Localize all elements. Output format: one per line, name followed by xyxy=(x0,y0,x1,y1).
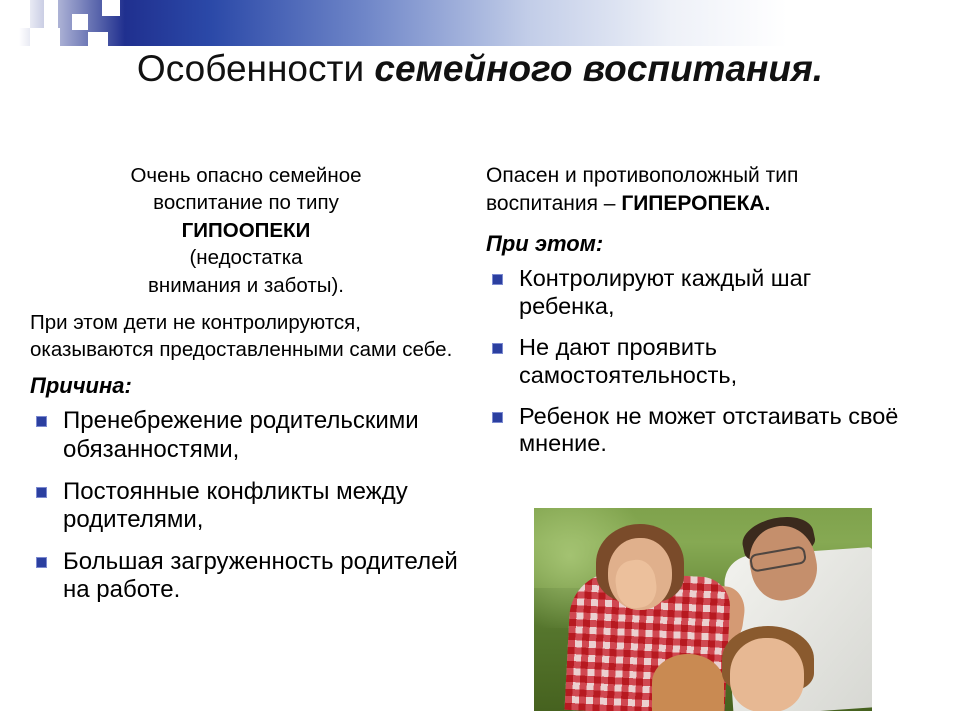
right-intro xyxy=(486,162,906,219)
left-heading: Причина: xyxy=(30,373,132,399)
list-item-label: Ребенок не может отстаивать своё мнение. xyxy=(519,402,899,457)
deco-square xyxy=(30,28,60,46)
list-item xyxy=(30,478,462,535)
deco-square xyxy=(102,0,120,16)
bullet-square-icon xyxy=(492,412,503,423)
list-item xyxy=(30,407,462,464)
decorative-header-band xyxy=(0,0,960,46)
list-item xyxy=(486,403,906,459)
left-intro-line-2: воспитание по типу xyxy=(153,191,339,215)
list-item-label: Постоянные конфликты между родителями, xyxy=(63,477,408,534)
right-bullet-list xyxy=(486,265,906,459)
left-intro-block xyxy=(30,162,462,299)
list-item-label: Пренебрежение родительскими обязанностями, xyxy=(63,407,419,463)
deco-square xyxy=(0,0,30,14)
right-intro-term: ГИПЕРОПЕКА. xyxy=(621,192,771,216)
bullet-square-icon xyxy=(492,343,503,354)
list-item xyxy=(30,548,462,605)
gradient-band xyxy=(0,0,960,46)
bullet-square-icon xyxy=(36,557,47,568)
left-paragraph: При этом дети не контролируются, оказываются предоставленными сами себе. xyxy=(30,311,453,362)
deco-square xyxy=(16,14,30,28)
list-item-label: Не дают проявить самостоятельность, xyxy=(519,333,738,388)
bullet-square-icon xyxy=(36,487,47,498)
photo-child-one xyxy=(652,654,724,711)
photo-child-two-face xyxy=(730,638,804,711)
right-intro-prefix: Опасен и противоположный тип воспитания – xyxy=(486,164,799,216)
deco-square xyxy=(44,0,58,28)
deco-square xyxy=(0,28,16,46)
right-column xyxy=(486,162,906,471)
title-bold: семейного воспитания. xyxy=(374,48,824,89)
list-item xyxy=(486,334,906,390)
list-item xyxy=(486,265,906,321)
bullet-square-icon xyxy=(492,274,503,285)
left-intro-term: ГИПООПЕКИ xyxy=(181,218,311,242)
left-bullet-list xyxy=(30,407,462,604)
list-item-label: Большая загруженность родителей на работе. xyxy=(63,547,458,604)
right-heading: При этом: xyxy=(486,230,604,256)
left-intro-line-4: внимания и заботы). xyxy=(147,273,344,297)
list-item-label: Контролируют каждый шаг ребенка, xyxy=(519,264,812,319)
left-intro-line-1: Очень опасно семейное xyxy=(130,164,362,187)
title-plain: Особенности xyxy=(136,48,375,89)
family-photo xyxy=(534,508,872,711)
left-intro-line-3: (недостатка xyxy=(189,246,303,270)
left-column xyxy=(30,162,462,618)
page-title xyxy=(60,42,900,96)
deco-square xyxy=(72,14,88,30)
bullet-square-icon xyxy=(36,416,47,427)
